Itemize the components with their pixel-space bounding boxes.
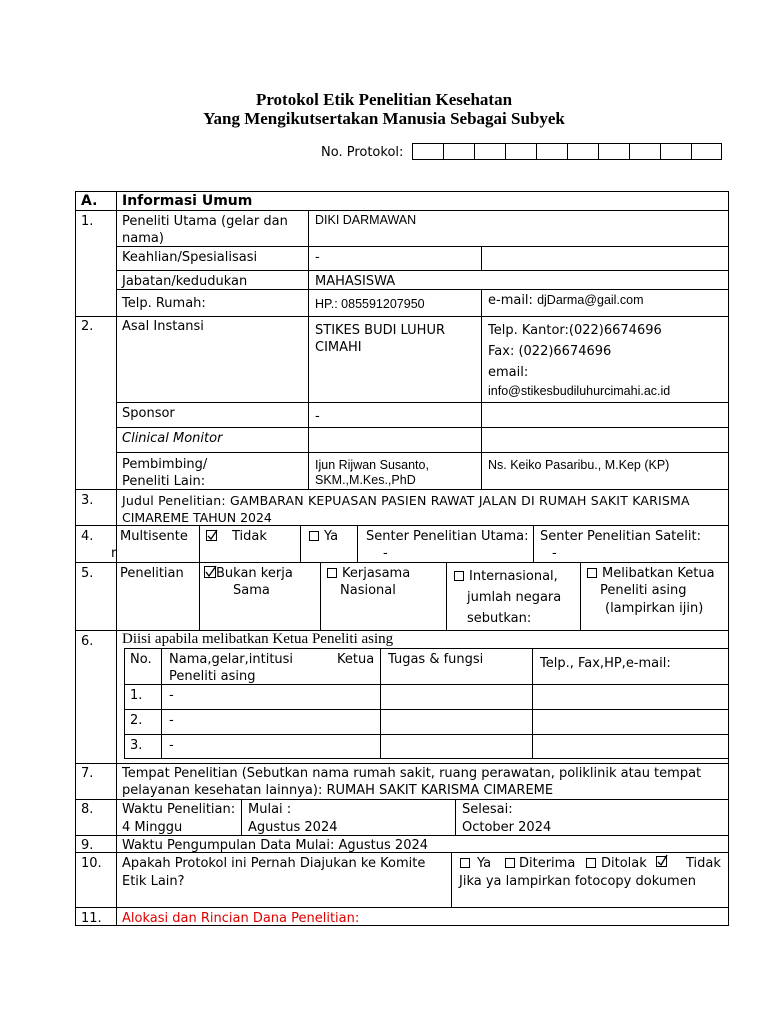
section-letter: A. [81, 193, 98, 209]
waktu-penelitian-label: Waktu Penelitian: [122, 802, 236, 817]
komite-tidak-label: Tidak [686, 856, 721, 871]
empty-checkbox-icon[interactable] [585, 857, 597, 869]
empty-checkbox-icon[interactable] [504, 857, 516, 869]
senter-utama-value[interactable]: - [383, 546, 388, 561]
row-number-4: 4. [81, 529, 94, 544]
checked-checkbox-icon[interactable] [205, 529, 219, 543]
pembimbing-label-line2: Peneliti Lain: [122, 474, 206, 489]
peneliti-utama-label-line1: Peneliti Utama (gelar dan [122, 214, 288, 229]
empty-checkbox-icon[interactable] [453, 570, 465, 582]
keahlian-value[interactable]: - [315, 250, 320, 265]
tempat-penelitian-line2: pelayanan kesehatan lainnya): RUMAH SAKIT KARISMA CIMAREME [122, 783, 554, 798]
empty-checkbox-icon[interactable] [326, 567, 338, 579]
protocol-number-label: No. Protokol: [321, 145, 404, 160]
komite-diterima-label: Diterima [519, 856, 576, 871]
fax-value[interactable]: Fax: (022)6674696 [488, 344, 612, 359]
peneliti-asing-heading: Diisi apabila melibatkan Ketua Peneliti asing [122, 631, 394, 647]
col-telp-header: Telp., Fax,HP,e-mail: [540, 656, 671, 671]
clinical-monitor-label: Clinical Monitor [122, 431, 223, 446]
komite-ya-label: Ya [477, 856, 492, 871]
col-nama-header-line1: Nama,gelar,intitusi [169, 652, 294, 667]
judul-penelitian-line2: CIMAREME TAHUN 2024 [122, 510, 272, 525]
hp-value[interactable]: HP.: 085591207950 [315, 297, 425, 311]
selesai-label: Selesai: [462, 802, 513, 817]
col-no-header: No. [130, 652, 152, 667]
tempat-penelitian-line1: Tempat Penelitian (Sebutkan nama rumah sakit, ruang perawatan, poliklinik atau tempat [122, 766, 702, 781]
alokasi-dana-label: Alokasi dan Rincian Dana Penelitian: [122, 911, 360, 926]
email2-label: email: [488, 365, 529, 380]
komite-ditolak-label: Ditolak [601, 856, 647, 871]
senter-satelit-value[interactable]: - [552, 546, 557, 561]
email-value: djDarma@gail.com [537, 293, 644, 307]
row-number-2: 2. [81, 319, 94, 334]
kerjasama-nasional-line1: Kerjasama [342, 566, 411, 581]
row-number-9: 9. [81, 838, 94, 853]
row-number-11: 11. [81, 911, 102, 926]
peneliti-utama-label-line2: nama) [122, 231, 164, 246]
checked-checkbox-icon[interactable] [655, 854, 669, 868]
instansi-value-line1[interactable]: STIKES BUDI LUHUR [315, 323, 445, 338]
pembimbing1-value-line2[interactable]: SKM.,M.Kes.,PhD [315, 473, 416, 487]
empty-checkbox-icon[interactable] [308, 530, 320, 542]
pembimbing1-value-line1[interactable]: Ijun Rijwan Susanto, [315, 458, 429, 472]
row-number-8: 8. [81, 802, 94, 817]
selesai-value[interactable]: October 2024 [462, 820, 552, 835]
telp-kantor-value[interactable]: Telp. Kantor:(022)6674696 [488, 323, 662, 338]
judul-penelitian-line1: Judul Penelitian: GAMBARAN KEPUASAN PASIEN RAWAT JALAN DI RUMAH SAKIT KARISMA [122, 493, 690, 508]
empty-checkbox-icon[interactable] [586, 567, 598, 579]
email-field[interactable] [488, 292, 644, 309]
melibatkan-ketua-line2: Peneliti asing [600, 583, 687, 598]
penelitian-label: Penelitian [120, 566, 184, 581]
peneliti-asing-row-nama[interactable]: - [169, 738, 174, 753]
waktu-penelitian-value[interactable]: 4 Minggu [122, 820, 183, 835]
peneliti-asing-row-nama[interactable]: - [169, 688, 174, 703]
kerjasama-nasional-line2: Nasional [340, 583, 396, 598]
multisenter-ya-label: Ya [324, 529, 339, 544]
peneliti-utama-value[interactable]: DIKI DARMAWAN [315, 213, 417, 227]
komite-question-line2: Etik Lain? [122, 874, 185, 889]
col-tugas-header: Tugas & fungsi [388, 652, 484, 667]
komite-question-line1: Apakah Protokol ini Pernah Diajukan ke Komite [122, 856, 426, 871]
col-nama-header-ketua: Ketua [337, 652, 375, 667]
komite-note: Jika ya lampirkan fotocopy dokumen [459, 874, 696, 889]
waktu-pengumpulan-data: Waktu Pengumpulan Data Mulai: Agustus 2024 [122, 838, 429, 853]
document-title-line2: Yang Mengikutsertakan Manusia Sebagai Subyek [203, 109, 565, 128]
senter-utama-label: Senter Penelitian Utama: [366, 529, 529, 544]
bukan-kerja-sama-line1: Bukan kerja [216, 566, 293, 581]
peneliti-asing-row-no: 1. [130, 688, 143, 703]
section-title: Informasi Umum [122, 193, 253, 209]
empty-checkbox-icon[interactable] [459, 857, 471, 869]
pembimbing-label-line1: Pembimbing/ [122, 457, 208, 472]
peneliti-asing-row-no: 3. [130, 738, 143, 753]
checked-checkbox-icon[interactable] [203, 565, 217, 579]
email-label: e-mail: [488, 293, 538, 308]
row-number-3: 3. [81, 493, 94, 508]
bukan-kerja-sama-line2: Sama [233, 583, 270, 598]
sponsor-label: Sponsor [122, 406, 175, 421]
internasional-line2: jumlah negara [467, 590, 562, 605]
peneliti-asing-row-no: 2. [130, 713, 143, 728]
peneliti-asing-row-nama[interactable]: - [169, 713, 174, 728]
jabatan-label: Jabatan/kedudukan [122, 274, 248, 289]
asal-instansi-label: Asal Instansi [122, 319, 204, 334]
internasional-line3: sebutkan: [467, 611, 532, 626]
multisenter-label-overflow: r [111, 546, 117, 561]
document-title-line1: Protokol Etik Penelitian Kesehatan [255, 90, 513, 109]
row-number-7: 7. [81, 766, 94, 781]
jabatan-value[interactable]: MAHASISWA [315, 274, 396, 289]
row-number-10: 10. [81, 856, 102, 871]
pembimbing2-value[interactable]: Ns. Keiko Pasaribu., M.Kep (KP) [488, 458, 670, 472]
mulai-value[interactable]: Agustus 2024 [248, 820, 338, 835]
multisenter-label: Multisente [120, 529, 188, 544]
multisenter-tidak-label: Tidak [232, 529, 267, 544]
col-nama-header-line2: Peneliti asing [169, 669, 256, 684]
keahlian-label: Keahlian/Spesialisasi [122, 250, 258, 265]
melibatkan-ketua-line3: (lampirkan ijin) [605, 601, 704, 616]
senter-satelit-label: Senter Penelitian Satelit: [540, 529, 701, 544]
row-number-1: 1. [81, 214, 94, 229]
sponsor-value[interactable]: - [315, 409, 320, 424]
melibatkan-ketua-line1: Melibatkan Ketua [602, 566, 715, 581]
mulai-label: Mulai : [248, 802, 292, 817]
telp-rumah-label: Telp. Rumah: [122, 296, 206, 311]
row-number-6: 6. [81, 634, 94, 649]
instansi-value-line2[interactable]: CIMAHI [315, 340, 362, 355]
row-number-5: 5. [81, 566, 94, 581]
email2-value[interactable]: info@stikesbudiluhurcimahi.ac.id [488, 384, 671, 398]
internasional-line1: Internasional, [469, 569, 558, 584]
